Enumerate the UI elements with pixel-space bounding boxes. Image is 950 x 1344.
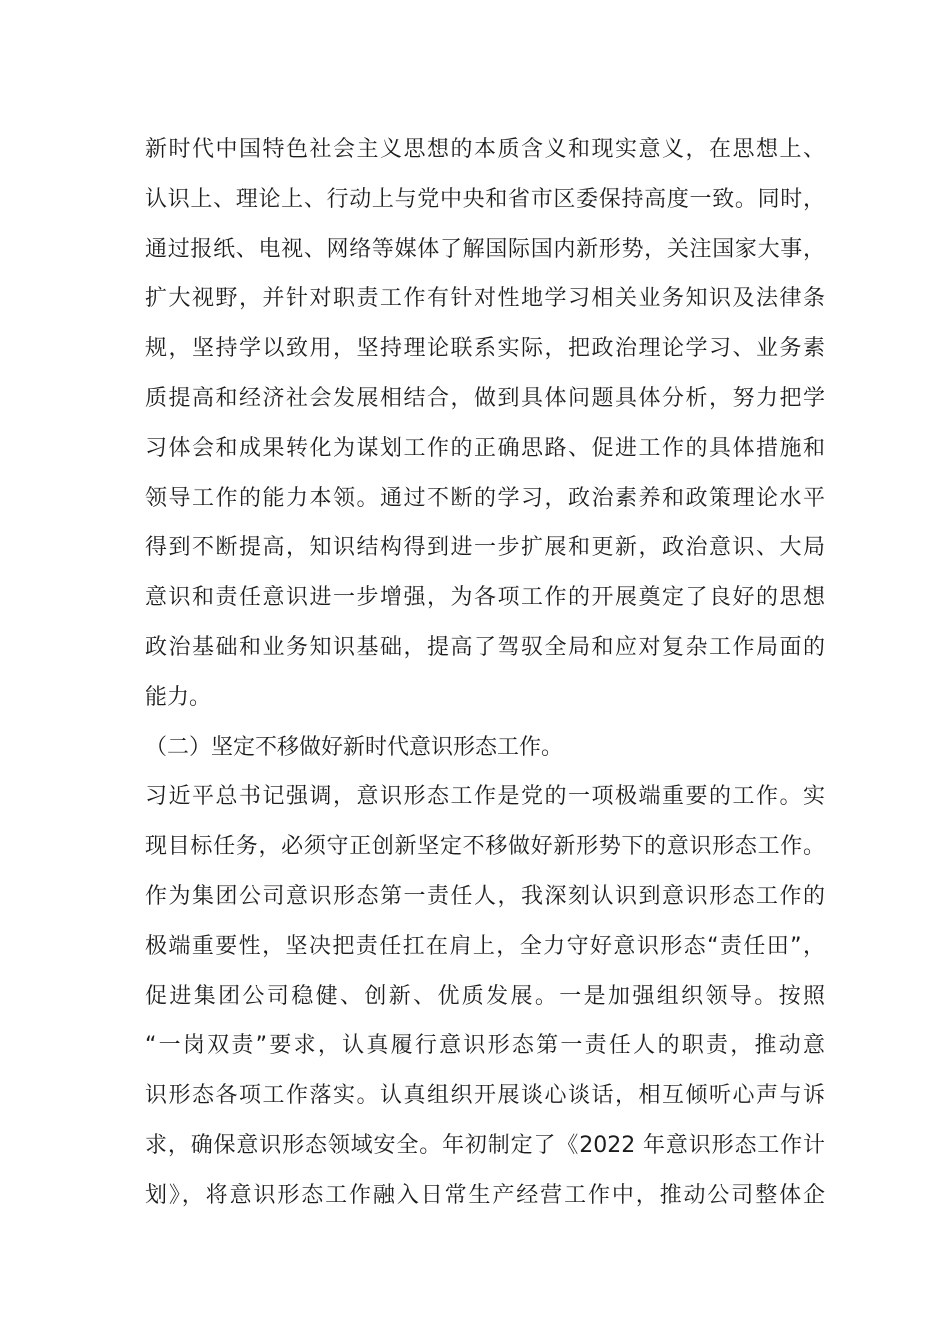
text-line: 习近平总书记强调，意识形态工作是党的一项极端重要的工作。实 xyxy=(145,784,825,810)
text-line: 得到不断提高，知识结构得到进一步扩展和更新，政治意识、大局 xyxy=(145,535,825,561)
text-line: 政治基础和业务知识基础，提高了驾驭全局和应对复杂工作局面的 xyxy=(145,634,825,660)
text-line: 促进集团公司稳健、创新、优质发展。一是加强组织领导。按照 xyxy=(145,983,825,1009)
text-line: 作为集团公司意识形态第一责任人，我深刻认识到意识形态工作的 xyxy=(145,883,825,909)
text-line: 习体会和成果转化为谋划工作的正确思路、促进工作的具体措施和 xyxy=(145,435,825,461)
text-line: 极端重要性，坚决把责任扛在肩上，全力守好意识形态“责任田”， xyxy=(145,933,825,959)
text-line: 质提高和经济社会发展相结合，做到具体问题具体分析，努力把学 xyxy=(145,385,825,411)
text-line: 规，坚持学以致用，坚持理论联系实际，把政治理论学习、业务素 xyxy=(145,336,825,362)
paragraph-ideology-work xyxy=(145,772,825,1220)
text-line: 现目标任务，必须守正创新坚定不移做好新形势下的意识形态工作。 xyxy=(145,834,825,860)
text-line: 认识上、理论上、行动上与党中央和省市区委保持高度一致。同时， xyxy=(145,186,825,212)
text-line: 领导工作的能力本领。通过不断的学习，政治素养和政策理论水平 xyxy=(145,485,825,511)
text-line: 通过报纸、电视、网络等媒体了解国际国内新形势，关注国家大事， xyxy=(145,236,825,262)
text-line: 意识和责任意识进一步增强，为各项工作的开展奠定了良好的思想 xyxy=(145,585,825,611)
paragraph-study-results xyxy=(145,125,825,723)
text-line: “一岗双责”要求，认真履行意识形态第一责任人的职责，推动意 xyxy=(145,1033,825,1059)
text-line: 能力。 xyxy=(145,684,212,710)
text-line: 识形态各项工作落实。认真组织开展谈心谈话，相互倾听心声与诉 xyxy=(145,1083,825,1109)
text-line: 划》，将意识形态工作融入日常生产经营工作中，推动公司整体企 xyxy=(145,1182,825,1208)
text-line: 求，确保意识形态领域安全。年初制定了《2022 年意识形态工作计 xyxy=(145,1132,825,1158)
document-body xyxy=(145,125,825,1221)
text-line: 新时代中国特色社会主义思想的本质含义和现实意义，在思想上、 xyxy=(145,137,825,162)
section-heading-text: （二）坚定不移做好新时代意识形态工作。 xyxy=(145,734,564,760)
section-heading xyxy=(145,723,825,773)
text-line: 扩大视野，并针对职责工作有针对性地学习相关业务知识及法律条 xyxy=(145,286,825,312)
